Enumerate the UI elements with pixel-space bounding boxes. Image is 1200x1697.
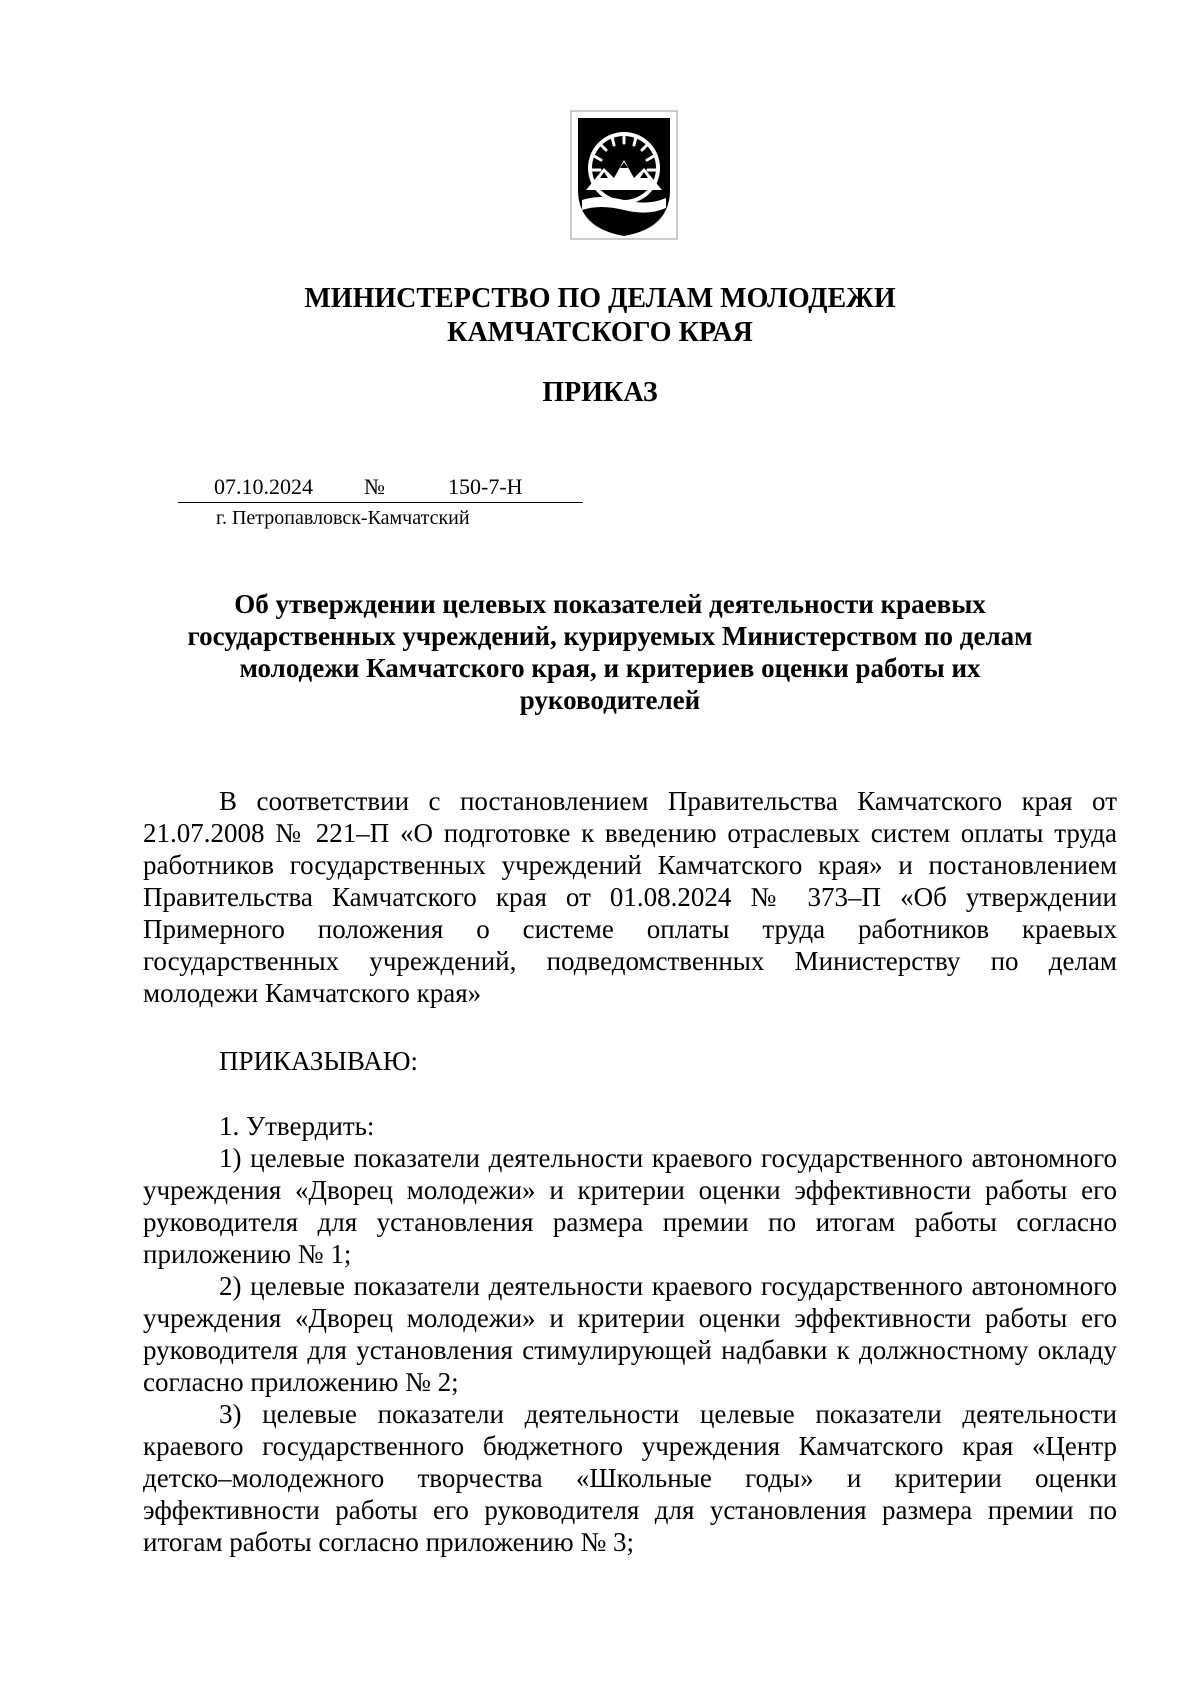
order-meta-line — [178, 474, 583, 503]
order-subject-heading — [150, 588, 1070, 716]
issuing-city: г. Петропавловск-Камчатский — [216, 507, 470, 529]
order-number: 150-7-Н — [448, 474, 523, 499]
ministry-title-line-1: МИНИСТЕРСТВО ПО ДЕЛАМ МОЛОДЕЖИ — [304, 283, 896, 314]
item-1-subitem-3: 3) целевые показатели деятельности целевые показатели деятельности краевого государственного бюджетного учреждения Камчатского края «Центр детско–молодежного творчества «Школьные годы» и критерии оценки эффективности работы его руководителя для установления размера премии по итогам работы согласно приложению № 3; — [143, 1399, 1117, 1557]
item-1: 1. Утвердить: — [219, 1111, 375, 1141]
order-word: ПРИКАЗЫВАЮ: — [219, 1046, 418, 1076]
kamchatka-coat-of-arms-icon — [570, 110, 678, 240]
document-type-title: ПРИКАЗ — [542, 377, 658, 408]
item-1-subitem-2: 2) целевые показатели деятельности краевого государственного автономного учреждения «Дворец молодежи» и критерии оценки эффективности работы его руководителя для установления стимулирующей надбавки к должностному окладу согласно приложению № 2; — [143, 1271, 1117, 1397]
ministry-title — [0, 282, 1200, 350]
subject-line-4: руководителей — [519, 685, 701, 715]
ministry-title-line-2: КАМЧАТСКОГО КРАЯ — [447, 317, 753, 348]
subject-line-1: Об утверждении целевых показателей деятельности краевых — [234, 589, 986, 619]
number-sign: № — [364, 474, 385, 499]
subject-line-3: молодежи Камчатского края, и критериев оценки работы их — [239, 653, 981, 683]
order-date: 07.10.2024 — [214, 474, 313, 499]
subject-line-2: государственных учреждений, курируемых Министерством по делам — [187, 621, 1033, 651]
order-items — [143, 1110, 1117, 1558]
preamble-paragraph: В соответствии с постановлением Правительства Камчатского края от 21.07.2008 № 221–П «О подготовке к введению отраслевых систем оплаты труда работников государственных учреждений Камчатского края» и постановлением Правительства Камчатского края от 01.08.2024 № 373–П «Об утверждении Примерного положения о системе оплаты труда работников краевых государственных учреждений, подведомственных Министерству по делам молодежи Камчатского края» — [143, 786, 1117, 1008]
item-1-subitem-1: 1) целевые показатели деятельности краевого государственного автономного учреждения «Дворец молодежи» и критерии оценки эффективности работы его руководителя для установления размера премии по итогам работы согласно приложению № 1; — [143, 1143, 1117, 1269]
